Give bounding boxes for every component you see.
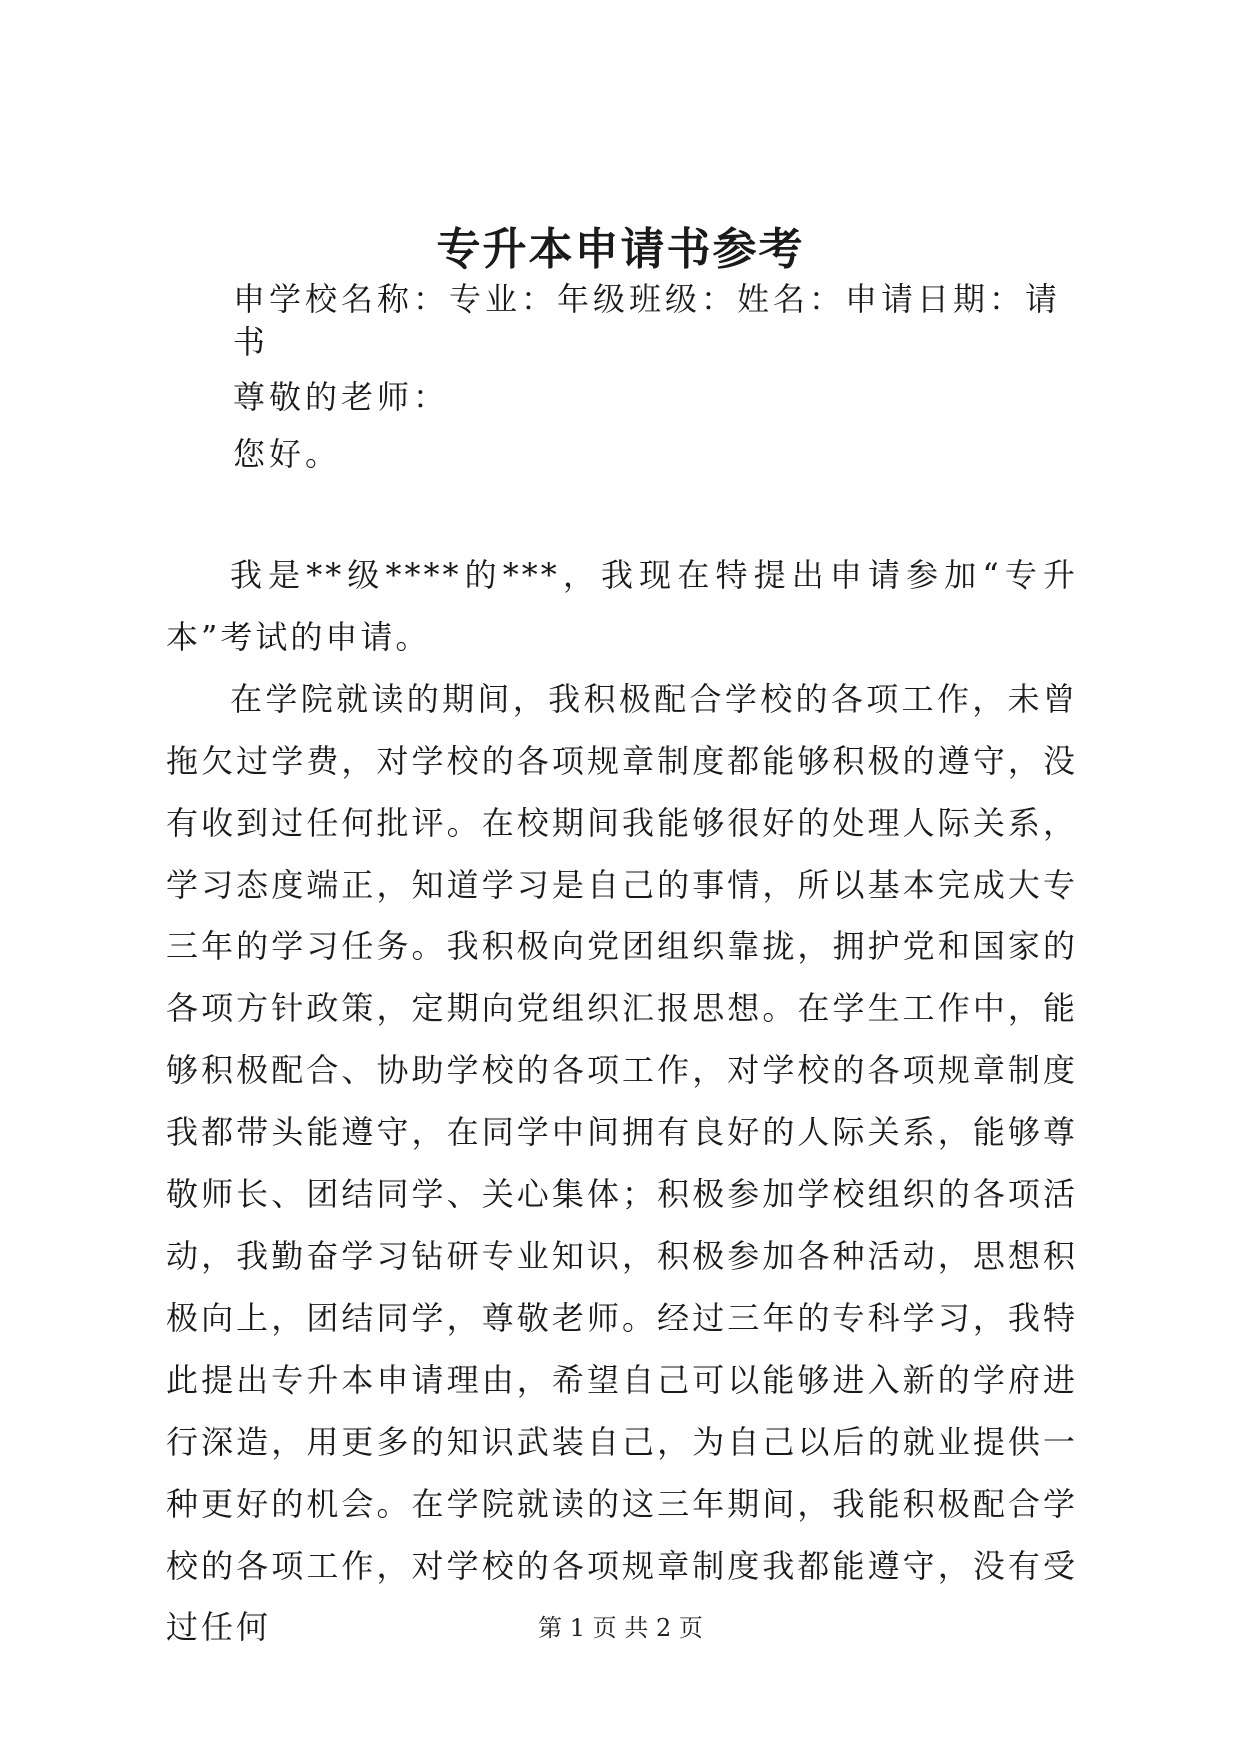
paragraph-main: 在学院就读的期间，我积极配合学校的各项工作，未曾拖欠过学费，对学校的各项规章制度都能够积极的遵守，没有收到过任何批评。在校期间我能够很好的处理人际关系，学习态度端正，知道学习是自己的事情，所以基本完成大专三年的学习任务。我积极向党团组织靠拢，拥护党和国家的各项方针政策，定期向党组织汇报思想。在学生工作中，能够积极配合、协助学校的各项工作，对学校的各项规章制度我都带头能遵守，在同学中间拥有良好的人际关系，能够尊敬师长、团结同学、关心集体；积极参加学校组织的各项活动，我勤奋学习钻研专业知识，积极参加各种活动，思想积极向上，团结同学，尊敬老师。经过三年的专科学习，我特此提出专升本申请理由，希望自己可以能够进入新的学府进行深造，用更多的知识武装自己，为自己以后的就业提供一种更好的机会。在学院就读的这三年期间，我能积极配合学校的各项工作，对学校的各项规章制度我都能遵守，没有受过任何	[166, 679, 1078, 1647]
document-title: 专升本申请书参考	[436, 224, 805, 275]
paragraph-intro: 我是**级****的***，我现在特提出申请参加“专升本”考试的申请。	[166, 556, 1078, 656]
header-fields-continuation: 书	[233, 323, 270, 361]
header-fields-line: 申学校名称：专业：年级班级：姓名：申请日期：请	[233, 280, 1062, 318]
salutation: 尊敬的老师：	[233, 378, 450, 416]
greeting: 您好。	[233, 435, 342, 473]
letter-body	[166, 545, 1078, 1659]
page-footer: 第 1 页 共 2 页	[538, 1614, 703, 1642]
